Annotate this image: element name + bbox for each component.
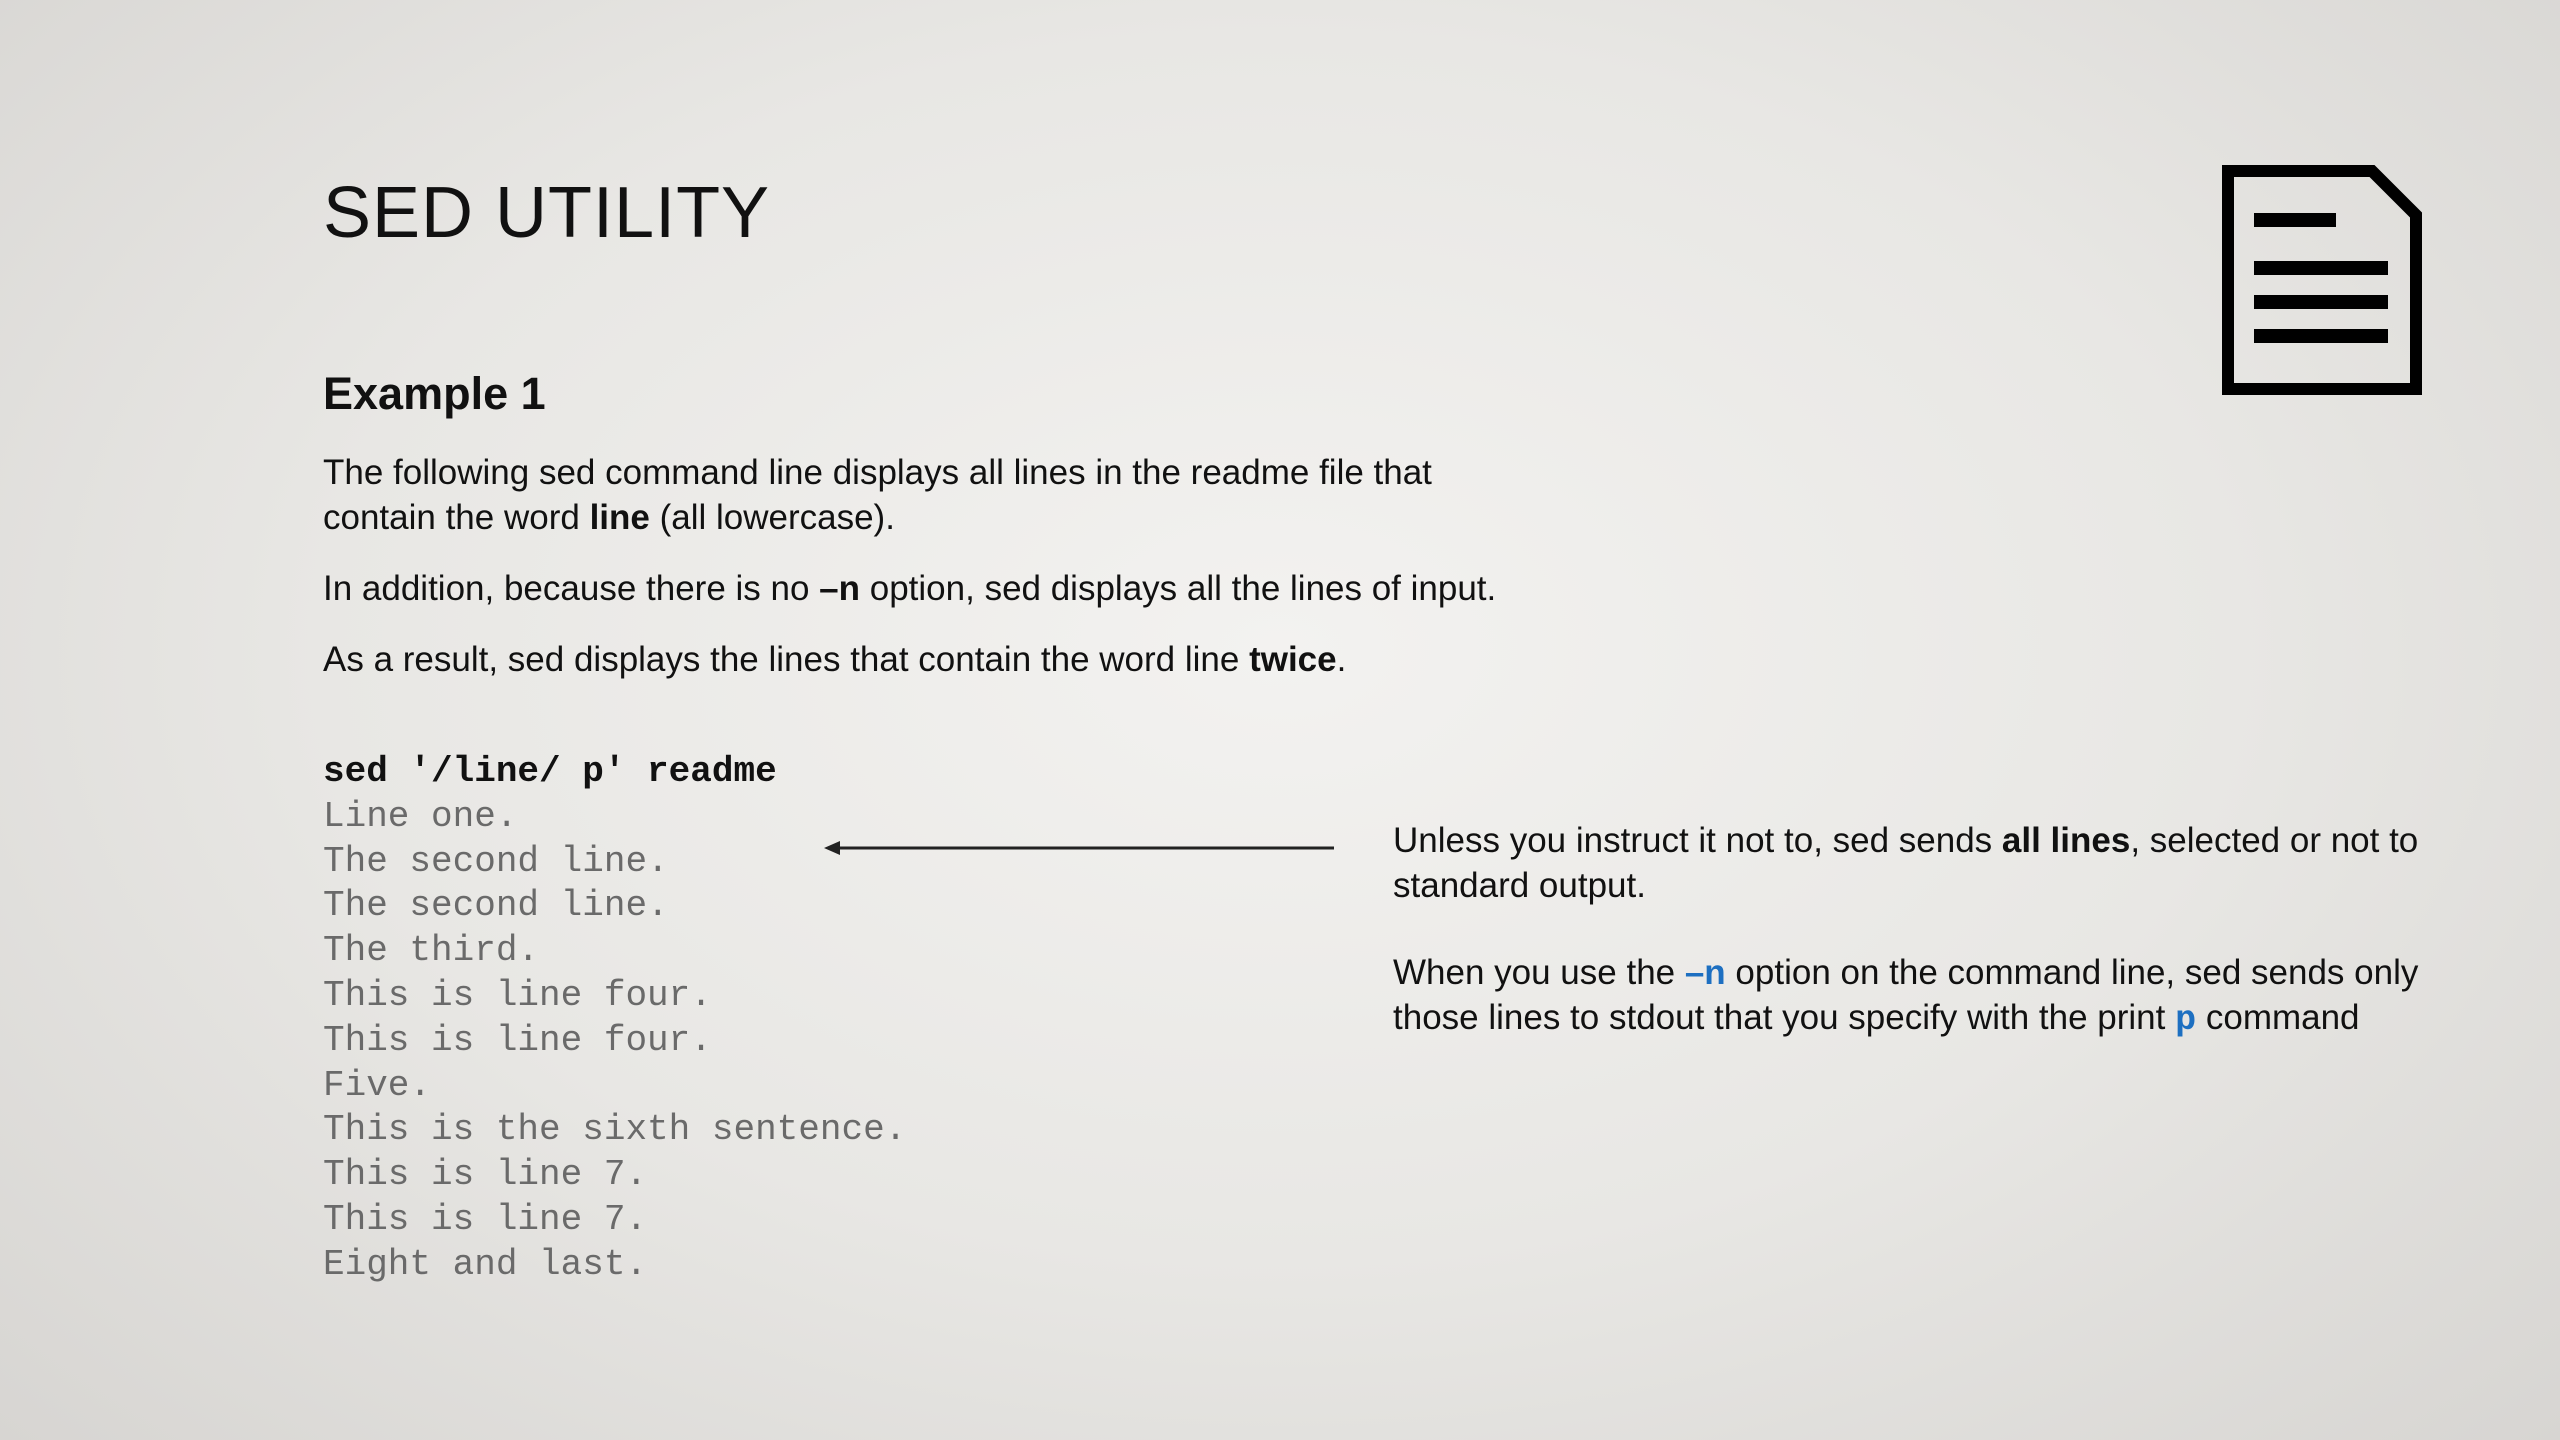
code-output-line: This is line 7.	[323, 1154, 648, 1196]
document-icon	[2222, 165, 2422, 395]
code-output-line: This is line 7.	[323, 1198, 648, 1240]
code-output-line: The second line.	[323, 840, 669, 882]
code-output-line: This is the sixth sentence.	[323, 1109, 907, 1151]
keyword-all-lines: all lines	[2001, 821, 2131, 860]
note-n-option: When you use the –n option on the command line, sed sends only those lines to stdout that you specify with the print p command	[1393, 953, 2419, 1040]
note-all-lines: Unless you instruct it not to, sed sends all lines, selected or not to standard output.	[1393, 821, 2419, 905]
description-paragraph-1: The following sed command line displays all lines in the readme file that contain the word line (all lowercase).	[323, 452, 1432, 537]
option-n-highlight: –n	[1684, 953, 1726, 992]
example-section	[323, 365, 1503, 708]
code-block	[323, 750, 906, 1288]
code-output-line: Five.	[323, 1064, 432, 1106]
keyword-line: line	[589, 497, 650, 537]
arrow-left-icon	[822, 833, 1336, 863]
code-output-line: The third.	[323, 930, 540, 972]
example-heading: Example 1	[323, 368, 546, 419]
keyword-twice: twice	[1249, 639, 1337, 679]
print-command-highlight: p	[2175, 1000, 2197, 1040]
code-output-line: This is line four.	[323, 974, 712, 1016]
code-output-line: Eight and last.	[323, 1243, 648, 1285]
description-paragraph-2: In addition, because there is no –n option, sed displays all the lines of input.	[323, 568, 1497, 608]
code-output-line: Line one.	[323, 795, 518, 837]
code-output-line: This is line four.	[323, 1019, 712, 1061]
code-output-line: The second line.	[323, 885, 669, 927]
side-notes	[1393, 818, 2473, 1085]
option-n: –n	[819, 568, 861, 608]
code-command: sed '/line/ p' readme	[323, 751, 777, 792]
slide-title: SED UTILITY	[323, 173, 771, 253]
description-paragraph-3: As a result, sed displays the lines that contain the word line twice.	[323, 639, 1347, 679]
